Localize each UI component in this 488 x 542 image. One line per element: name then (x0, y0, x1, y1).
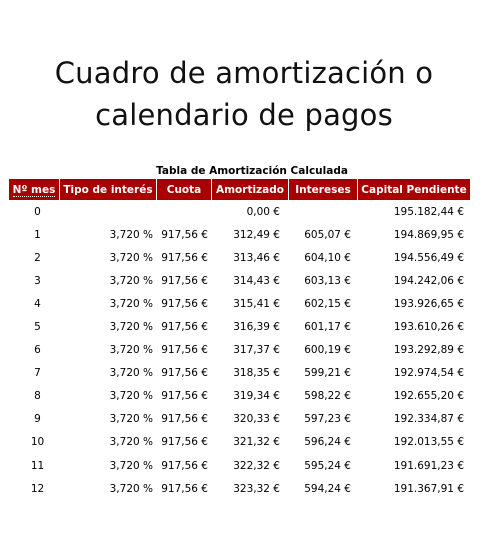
cell-mes: 1 (34, 228, 41, 241)
cell-capital-pendiente: 192.334,87 € (393, 413, 464, 426)
heading-line-2: calendario de pagos (95, 98, 393, 132)
cell-mes: 7 (34, 367, 41, 380)
header-cuota: Cuota (157, 179, 211, 200)
cell-intereses: 597,23 € (304, 413, 351, 426)
table-row (9, 385, 470, 408)
page-heading (0, 52, 488, 136)
cell-mes: 8 (34, 390, 41, 403)
cell-capital-pendiente: 192.974,54 € (393, 367, 464, 380)
cell-cuota: 917,56 € (161, 228, 208, 241)
cell-intereses (289, 200, 357, 223)
cell-capital-pendiente: 191.367,91 € (393, 482, 464, 495)
cell-capital-pendiente: 193.926,65 € (393, 297, 464, 310)
header-capital-pendiente: Capital Pendiente (358, 179, 470, 200)
cell-tipo-interes: 3,720 % (109, 251, 153, 264)
cell-capital-pendiente: 195.182,44 € (393, 205, 464, 218)
cell-capital-pendiente: 191.691,23 € (393, 459, 464, 472)
cell-intereses: 596,24 € (304, 436, 351, 449)
cell-mes: 9 (34, 413, 41, 426)
cell-capital-pendiente: 194.556,49 € (393, 251, 464, 264)
header-mes-label: Nº mes (12, 183, 56, 196)
cell-amortizado: 316,39 € (233, 321, 280, 334)
cell-tipo-interes: 3,720 % (109, 482, 153, 495)
heading-line-1: Cuadro de amortización o (54, 56, 434, 90)
cell-amortizado: 319,34 € (233, 390, 280, 403)
cell-mes: 5 (34, 321, 41, 334)
cell-intereses: 604,10 € (304, 251, 351, 264)
table-caption: Tabla de Amortización Calculada (156, 165, 348, 177)
amortization-table-section (8, 163, 470, 500)
table-row (9, 200, 470, 223)
cell-intereses: 595,24 € (304, 459, 351, 472)
cell-amortizado: 315,41 € (233, 297, 280, 310)
cell-tipo-interes: 3,720 % (109, 344, 153, 357)
cell-tipo-interes: 3,720 % (109, 413, 153, 426)
header-tipo-interes: Tipo de interés (60, 179, 156, 200)
cell-intereses: 602,15 € (304, 297, 351, 310)
cell-tipo-interes: 3,720 % (109, 274, 153, 287)
table-row (9, 223, 470, 246)
cell-amortizado: 0,00 € (246, 205, 280, 218)
cell-capital-pendiente: 192.655,20 € (393, 390, 464, 403)
cell-amortizado: 323,32 € (233, 482, 280, 495)
cell-tipo-interes (60, 200, 156, 223)
cell-amortizado: 313,46 € (233, 251, 280, 264)
table-row (9, 339, 470, 362)
table-row (9, 454, 470, 477)
cell-mes: 3 (34, 274, 41, 287)
table-body (9, 200, 470, 500)
cell-cuota: 917,56 € (161, 390, 208, 403)
cell-amortizado: 312,49 € (233, 228, 280, 241)
cell-amortizado: 318,35 € (233, 367, 280, 380)
cell-tipo-interes: 3,720 % (109, 297, 153, 310)
cell-cuota: 917,56 € (161, 274, 208, 287)
cell-mes: 4 (34, 297, 41, 310)
table-row (9, 408, 470, 431)
cell-cuota: 917,56 € (161, 321, 208, 334)
cell-intereses: 599,21 € (304, 367, 351, 380)
cell-intereses: 594,24 € (304, 482, 351, 495)
cell-mes: 0 (34, 205, 41, 218)
cell-cuota: 917,56 € (161, 251, 208, 264)
cell-cuota: 917,56 € (161, 297, 208, 310)
cell-intereses: 601,17 € (304, 321, 351, 334)
cell-cuota: 917,56 € (161, 436, 208, 449)
cell-capital-pendiente: 194.242,06 € (393, 274, 464, 287)
cell-capital-pendiente: 193.292,89 € (393, 344, 464, 357)
cell-tipo-interes: 3,720 % (109, 390, 153, 403)
cell-cuota (157, 200, 211, 223)
cell-mes: 10 (30, 436, 45, 449)
cell-mes: 2 (34, 251, 41, 264)
cell-cuota: 917,56 € (161, 344, 208, 357)
cell-amortizado: 321,32 € (233, 436, 280, 449)
table-row (9, 246, 470, 269)
table-row (9, 362, 470, 385)
table-row (9, 477, 470, 500)
cell-tipo-interes: 3,720 % (109, 459, 153, 472)
header-mes (9, 179, 59, 200)
table-row (9, 292, 470, 315)
table-row (9, 431, 470, 454)
cell-amortizado: 314,43 € (233, 274, 280, 287)
cell-capital-pendiente: 194.869,95 € (393, 228, 464, 241)
cell-amortizado: 322,32 € (233, 459, 280, 472)
cell-capital-pendiente: 193.610,26 € (393, 321, 464, 334)
cell-tipo-interes: 3,720 % (109, 367, 153, 380)
cell-intereses: 598,22 € (304, 390, 351, 403)
header-intereses: Intereses (289, 179, 357, 200)
cell-intereses: 600,19 € (304, 344, 351, 357)
cell-mes: 11 (30, 459, 45, 472)
cell-tipo-interes: 3,720 % (109, 228, 153, 241)
table-row (9, 269, 470, 292)
cell-mes: 6 (34, 344, 41, 357)
cell-intereses: 605,07 € (304, 228, 351, 241)
cell-cuota: 917,56 € (161, 459, 208, 472)
cell-amortizado: 320,33 € (233, 413, 280, 426)
cell-cuota: 917,56 € (161, 367, 208, 380)
amortization-table (8, 179, 471, 500)
cell-tipo-interes: 3,720 % (109, 436, 153, 449)
cell-mes: 12 (30, 482, 45, 495)
cell-tipo-interes: 3,720 % (109, 321, 153, 334)
cell-capital-pendiente: 192.013,55 € (393, 436, 464, 449)
cell-cuota: 917,56 € (161, 413, 208, 426)
cell-cuota: 917,56 € (161, 482, 208, 495)
table-row (9, 315, 470, 338)
table-header-row (9, 179, 470, 200)
header-amortizado: Amortizado (212, 179, 288, 200)
cell-intereses: 603,13 € (304, 274, 351, 287)
cell-amortizado: 317,37 € (233, 344, 280, 357)
